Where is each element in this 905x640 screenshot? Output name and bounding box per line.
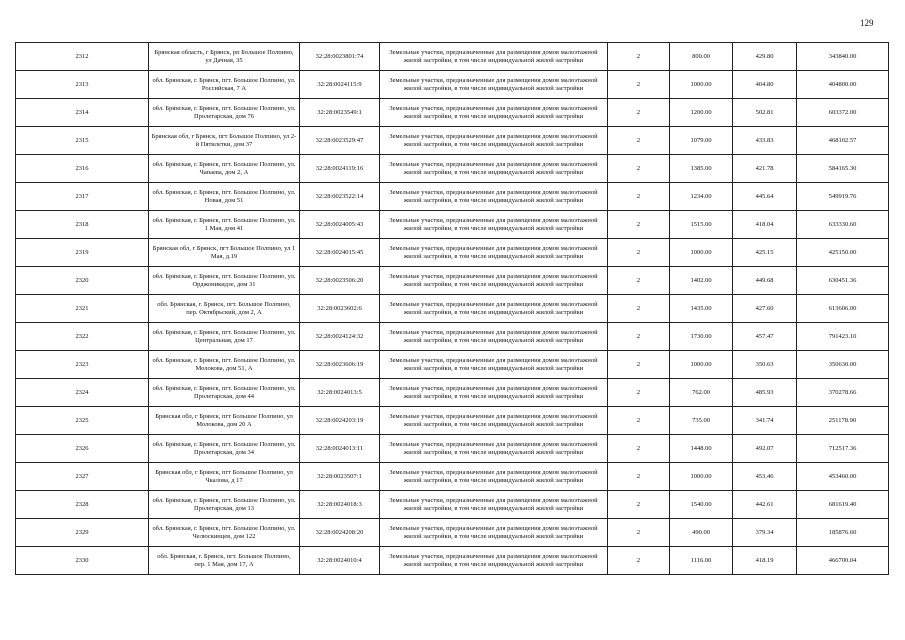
area-cell: 1435.00 [670, 295, 733, 323]
specific-value-cell: 427.60 [733, 295, 797, 323]
row-number-cell: 2316 [16, 155, 149, 183]
cadastral-value-cell: 633330.60 [797, 211, 889, 239]
address-cell: обл. Брянская, г. Брянск, пгт. Большое Полпино, ул. Пролетарская, дом 76 [149, 99, 300, 127]
specific-value-cell: 418.04 [733, 211, 797, 239]
area-cell: 1000.00 [670, 351, 733, 379]
row-number-cell: 2315 [16, 127, 149, 155]
row-number-cell: 2324 [16, 379, 149, 407]
cadastral-number-cell: 32:28:0024119:16 [300, 155, 380, 183]
cadastral-value-cell: 350630.00 [797, 351, 889, 379]
specific-value-cell: 449.68 [733, 267, 797, 295]
land-use-cell: Земельные участки, предназначенные для размещения домов малоэтажной жилой застройки, в том числе индивидуальной жилой застройки [380, 295, 608, 323]
area-cell: 1079.00 [670, 127, 733, 155]
cadastral-number-cell: 32:28:0023507:1 [300, 463, 380, 491]
row-number-cell: 2327 [16, 463, 149, 491]
row-number-cell: 2330 [16, 547, 149, 575]
area-cell: 1234.00 [670, 183, 733, 211]
area-cell: 1448.00 [670, 435, 733, 463]
cadastral-value-cell: 630451.36 [797, 267, 889, 295]
group-cell: 2 [608, 407, 670, 435]
group-cell: 2 [608, 43, 670, 71]
address-cell: обл. Брянская, г. Брянск, пгт. Большое Полпино, ул. Пролетарская, дом 44 [149, 379, 300, 407]
row-number-cell: 2319 [16, 239, 149, 267]
group-cell: 2 [608, 99, 670, 127]
address-cell: обл. Брянская, г. Брянск, пгт. Большое Полпино, ул. Российская, 7 А [149, 71, 300, 99]
specific-value-cell: 502.81 [733, 99, 797, 127]
cadastral-number-cell: 32:28:0023522:14 [300, 183, 380, 211]
land-use-cell: Земельные участки, предназначенные для размещения домов малоэтажной жилой застройки, в том числе индивидуальной жилой застройки [380, 463, 608, 491]
cadastral-value-cell: 343840.00 [797, 43, 889, 71]
cadastral-value-table [15, 42, 889, 575]
specific-value-cell: 425.15 [733, 239, 797, 267]
area-cell: 1200.00 [670, 99, 733, 127]
cadastral-number-cell: 32:28:0024015:45 [300, 239, 380, 267]
land-use-cell: Земельные участки, предназначенные для размещения домов малоэтажной жилой застройки, в том числе индивидуальной жилой застройки [380, 71, 608, 99]
address-cell: Брянская область, г Брянск, рп Большое Полпино, ул Дачная, 35 [149, 43, 300, 71]
table-row [16, 267, 889, 295]
group-cell: 2 [608, 183, 670, 211]
area-cell: 1000.00 [670, 463, 733, 491]
specific-value-cell: 457.47 [733, 323, 797, 351]
cadastral-number-cell: 32:28:0024203:19 [300, 407, 380, 435]
cadastral-number-cell: 32:28:0023529:47 [300, 127, 380, 155]
table-row [16, 127, 889, 155]
row-number-cell: 2325 [16, 407, 149, 435]
cadastral-value-cell: 370278.66 [797, 379, 889, 407]
land-use-cell: Земельные участки, предназначенные для размещения домов малоэтажной жилой застройки, в том числе индивидуальной жилой застройки [380, 351, 608, 379]
land-use-cell: Земельные участки, предназначенные для размещения домов малоэтажной жилой застройки, в том числе индивидуальной жилой застройки [380, 435, 608, 463]
cadastral-number-cell: 32:28:0024005:43 [300, 211, 380, 239]
row-number-cell: 2317 [16, 183, 149, 211]
area-cell: 1515.00 [670, 211, 733, 239]
land-use-cell: Земельные участки, предназначенные для размещения домов малоэтажной жилой застройки, в том числе индивидуальной жилой застройки [380, 267, 608, 295]
table-row [16, 491, 889, 519]
address-cell: Брянская обл, г Брянск, пгт Большое Полпино, ул 2-й Пятилетки, дом 37 [149, 127, 300, 155]
group-cell: 2 [608, 491, 670, 519]
land-use-cell: Земельные участки, предназначенные для размещения домов малоэтажной жилой застройки, в том числе индивидуальной жилой застройки [380, 239, 608, 267]
row-number-cell: 2328 [16, 491, 149, 519]
row-number-cell: 2313 [16, 71, 149, 99]
land-use-cell: Земельные участки, предназначенные для размещения домов малоэтажной жилой застройки, в том числе индивидуальной жилой застройки [380, 99, 608, 127]
table-row [16, 519, 889, 547]
cadastral-number-cell: 32:28:0024010:4 [300, 547, 380, 575]
cadastral-number-cell: 32:28:0024115:9 [300, 71, 380, 99]
group-cell: 2 [608, 463, 670, 491]
cadastral-number-cell: 32:28:0023506:20 [300, 267, 380, 295]
land-use-cell: Земельные участки, предназначенные для размещения домов малоэтажной жилой застройки, в том числе индивидуальной жилой застройки [380, 323, 608, 351]
cadastral-value-cell: 251178.90 [797, 407, 889, 435]
area-cell: 1116.00 [670, 547, 733, 575]
address-cell: обл. Брянская, г. Брянск, пгт. Большое Полпино, ул. Новая, дом 51 [149, 183, 300, 211]
specific-value-cell: 341.74 [733, 407, 797, 435]
area-cell: 1730.00 [670, 323, 733, 351]
table-row [16, 463, 889, 491]
address-cell: обл. Брянская, г. Брянск, пгт. Большое Полпино, ул. Центральная, дом 17 [149, 323, 300, 351]
table-row [16, 351, 889, 379]
specific-value-cell: 418.19 [733, 547, 797, 575]
row-number-cell: 2321 [16, 295, 149, 323]
table-row [16, 435, 889, 463]
area-cell: 762.00 [670, 379, 733, 407]
cadastral-number-cell: 32:28:0024124:32 [300, 323, 380, 351]
row-number-cell: 2320 [16, 267, 149, 295]
address-cell: Брянская обл, г Брянск, пгт Большое Полпино, ул Молокова, дом 20 А [149, 407, 300, 435]
land-use-cell: Земельные участки, предназначенные для размещения домов малоэтажной жилой застройки, в том числе индивидуальной жилой застройки [380, 379, 608, 407]
row-number-cell: 2314 [16, 99, 149, 127]
specific-value-cell: 404.80 [733, 71, 797, 99]
cadastral-value-cell: 681619.40 [797, 491, 889, 519]
cadastral-value-cell: 712517.36 [797, 435, 889, 463]
group-cell: 2 [608, 295, 670, 323]
area-cell: 1540.00 [670, 491, 733, 519]
cadastral-number-cell: 32:28:0024208:20 [300, 519, 380, 547]
group-cell: 2 [608, 435, 670, 463]
address-cell: обл. Брянская, г. Брянск, пгт. Большое Полпино, пер. 1 Мая, дом 17, А [149, 547, 300, 575]
land-use-cell: Земельные участки, предназначенные для размещения домов малоэтажной жилой застройки, в том числе индивидуальной жилой застройки [380, 547, 608, 575]
table-row [16, 323, 889, 351]
table-row [16, 43, 889, 71]
table-row [16, 379, 889, 407]
table-row [16, 547, 889, 575]
cadastral-value-cell: 603372.00 [797, 99, 889, 127]
land-use-cell: Земельные участки, предназначенные для размещения домов малоэтажной жилой застройки, в том числе индивидуальной жилой застройки [380, 519, 608, 547]
land-use-cell: Земельные участки, предназначенные для размещения домов малоэтажной жилой застройки, в том числе индивидуальной жилой застройки [380, 43, 608, 71]
table-row [16, 407, 889, 435]
group-cell: 2 [608, 547, 670, 575]
cadastral-number-cell: 32:28:0023801:74 [300, 43, 380, 71]
address-cell: обл. Брянская, г. Брянск, пгт. Большое Полпино, ул. Челюскинцев, дом 122 [149, 519, 300, 547]
group-cell: 2 [608, 155, 670, 183]
row-number-cell: 2323 [16, 351, 149, 379]
page-number: 129 [860, 18, 874, 28]
address-cell: обл. Брянская, г. Брянск, пгт. Большое Полпино, ул. Молокова, дом 51, А [149, 351, 300, 379]
area-cell: 490.00 [670, 519, 733, 547]
cadastral-number-cell: 32:28:0023606:19 [300, 351, 380, 379]
cadastral-value-cell: 466700.04 [797, 547, 889, 575]
group-cell: 2 [608, 127, 670, 155]
cadastral-number-cell: 32:28:0023549:1 [300, 99, 380, 127]
area-cell: 1000.00 [670, 239, 733, 267]
address-cell: обл. Брянская, г. Брянск, пгт. Большое Полпино, ул. 1 Мая, дом 41 [149, 211, 300, 239]
row-number-cell: 2322 [16, 323, 149, 351]
specific-value-cell: 453.46 [733, 463, 797, 491]
group-cell: 2 [608, 239, 670, 267]
group-cell: 2 [608, 211, 670, 239]
specific-value-cell: 350.63 [733, 351, 797, 379]
group-cell: 2 [608, 267, 670, 295]
address-cell: обл. Брянская, г. Брянск, пгт. Большое Полпино, ул. Пролетарская, дом 13 [149, 491, 300, 519]
land-use-cell: Земельные участки, предназначенные для размещения домов малоэтажной жилой застройки, в том числе индивидуальной жилой застройки [380, 211, 608, 239]
address-cell: Брянская обл, г Брянск, пгт Большое Полпино, ул Чкалова, д 17 [149, 463, 300, 491]
land-use-cell: Земельные участки, предназначенные для размещения домов малоэтажной жилой застройки, в том числе индивидуальной жилой застройки [380, 491, 608, 519]
cadastral-value-cell: 549919.76 [797, 183, 889, 211]
cadastral-value-cell: 584165.30 [797, 155, 889, 183]
specific-value-cell: 421.78 [733, 155, 797, 183]
cadastral-value-cell: 791423.10 [797, 323, 889, 351]
land-use-cell: Земельные участки, предназначенные для размещения домов малоэтажной жилой застройки, в том числе индивидуальной жилой застройки [380, 155, 608, 183]
address-cell: обл. Брянская, г. Брянск, пгт. Большое Полпино, ул. Чапаева, дом 2, А [149, 155, 300, 183]
row-number-cell: 2329 [16, 519, 149, 547]
land-use-cell: Земельные участки, предназначенные для размещения домов малоэтажной жилой застройки, в том числе индивидуальной жилой застройки [380, 407, 608, 435]
cadastral-number-cell: 32:28:0023602:6 [300, 295, 380, 323]
specific-value-cell: 442.61 [733, 491, 797, 519]
row-number-cell: 2318 [16, 211, 149, 239]
specific-value-cell: 433.83 [733, 127, 797, 155]
table-row [16, 183, 889, 211]
cadastral-number-cell: 32:28:0024013:5 [300, 379, 380, 407]
cadastral-value-cell: 404800.00 [797, 71, 889, 99]
cadastral-value-cell: 613606.00 [797, 295, 889, 323]
group-cell: 2 [608, 519, 670, 547]
specific-value-cell: 445.64 [733, 183, 797, 211]
area-cell: 1000.00 [670, 71, 733, 99]
specific-value-cell: 379.34 [733, 519, 797, 547]
cadastral-value-cell: 453460.00 [797, 463, 889, 491]
area-cell: 800.00 [670, 43, 733, 71]
table-row [16, 71, 889, 99]
group-cell: 2 [608, 323, 670, 351]
table-body [16, 43, 889, 575]
table-row [16, 99, 889, 127]
group-cell: 2 [608, 379, 670, 407]
land-use-cell: Земельные участки, предназначенные для размещения домов малоэтажной жилой застройки, в том числе индивидуальной жилой застройки [380, 127, 608, 155]
row-number-cell: 2326 [16, 435, 149, 463]
group-cell: 2 [608, 71, 670, 99]
specific-value-cell: 492.07 [733, 435, 797, 463]
cadastral-number-cell: 32:28:0024013:11 [300, 435, 380, 463]
cadastral-value-cell: 468102.57 [797, 127, 889, 155]
table-row [16, 211, 889, 239]
table-row [16, 155, 889, 183]
specific-value-cell: 429.80 [733, 43, 797, 71]
area-cell: 735.00 [670, 407, 733, 435]
area-cell: 1385.00 [670, 155, 733, 183]
group-cell: 2 [608, 351, 670, 379]
address-cell: обл. Брянская, г. Брянск, пгт. Большое Полпино, ул. Пролетарская, дом 34 [149, 435, 300, 463]
specific-value-cell: 485.93 [733, 379, 797, 407]
row-number-cell: 2312 [16, 43, 149, 71]
table-row [16, 295, 889, 323]
address-cell: обл. Брянская, г. Брянск, пгт. Большое Полпино, ул. Орджоникидзе, дом 31 [149, 267, 300, 295]
address-cell: обл. Брянская, г. Брянск, пгт. Большое Полпино, пер. Октябрьский, дом 2, А [149, 295, 300, 323]
land-use-cell: Земельные участки, предназначенные для размещения домов малоэтажной жилой застройки, в том числе индивидуальной жилой застройки [380, 183, 608, 211]
cadastral-number-cell: 32:28:0024018:3 [300, 491, 380, 519]
area-cell: 1402.00 [670, 267, 733, 295]
table-row [16, 239, 889, 267]
cadastral-value-cell: 425150.00 [797, 239, 889, 267]
address-cell: Брянская обл, г Брянск, пгт Большое Полпино, ул 1 Мая, д.19 [149, 239, 300, 267]
cadastral-value-cell: 185876.60 [797, 519, 889, 547]
